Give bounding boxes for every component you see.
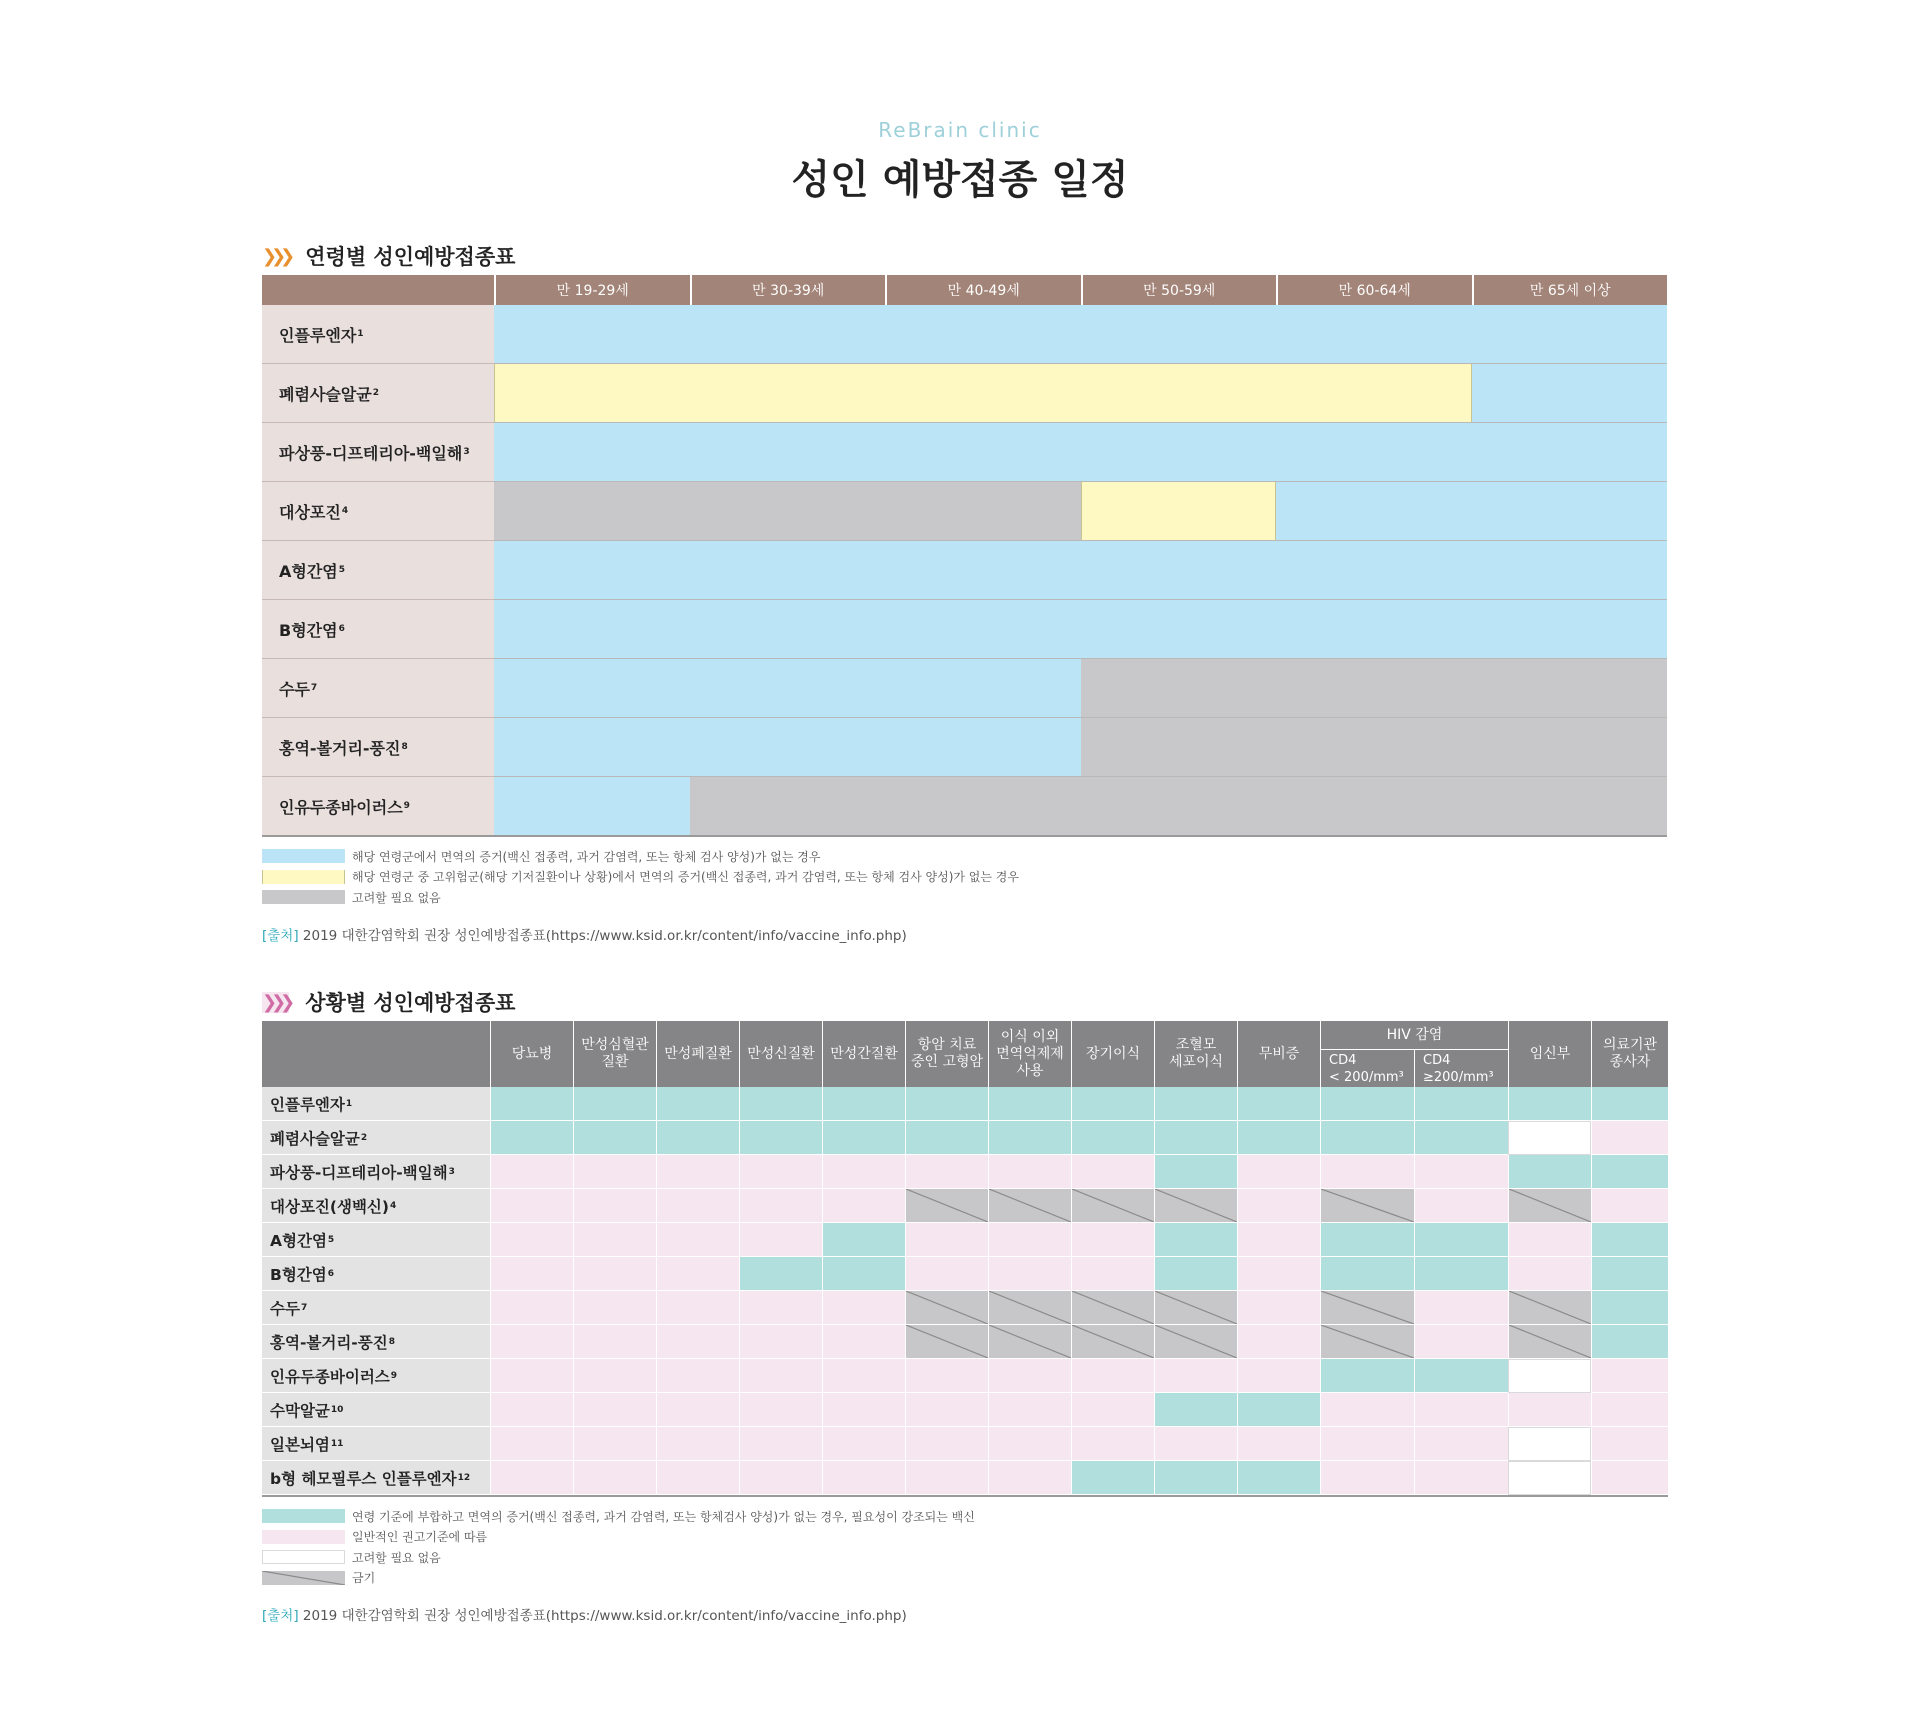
recommendation-cell-pink xyxy=(822,1325,905,1359)
recommendation-cell-pink xyxy=(656,1325,739,1359)
recommendation-cell-teal xyxy=(1154,1223,1237,1257)
legend-text: 해당 연령군 중 고위험군(해당 기저질환이나 상황)에서 면역의 증거(백신 접종력, 과거 감염력, 또는 항체 검사 양성)가 없는 경우 xyxy=(352,870,1019,884)
legend-item xyxy=(262,1547,975,1567)
recommendation-cell-pink xyxy=(1508,1257,1591,1291)
section2-title-text: 상황별 성인예방접종표 xyxy=(305,991,516,1015)
vaccine-row-label: 수두 7 xyxy=(262,1291,490,1325)
recommendation-cell-pink xyxy=(1414,1189,1508,1223)
vaccine-row-label: 폐렴사슬알균 2 xyxy=(262,1121,490,1155)
recommendation-cell-pink xyxy=(1154,1359,1237,1393)
recommendation-cell-pink xyxy=(739,1325,822,1359)
recommendation-cell-teal xyxy=(656,1121,739,1155)
recommendation-cell-pink xyxy=(1237,1427,1320,1461)
recommendation-cell-pink xyxy=(573,1155,656,1189)
recommendation-cell-pink xyxy=(656,1257,739,1291)
recommendation-cell-pink xyxy=(573,1461,656,1495)
recommendation-cell-teal xyxy=(988,1121,1071,1155)
diagonal-strike-icon xyxy=(1509,1325,1591,1358)
recommendation-cell-contra xyxy=(1508,1291,1591,1325)
condition-header: 임신부 xyxy=(1508,1021,1591,1087)
age-group-header: 만 30-39세 xyxy=(690,275,886,305)
legend-item xyxy=(262,1527,975,1547)
vaccine-row-label: 파상풍-디프테리아-백일해 3 xyxy=(262,423,494,482)
schedule-bar-blue xyxy=(494,423,1667,482)
schedule-bar-blue xyxy=(494,541,1667,600)
recommendation-cell-pink xyxy=(739,1291,822,1325)
age-group-header: 만 19-29세 xyxy=(494,275,690,305)
diagonal-strike-icon xyxy=(1321,1189,1414,1222)
recommendation-cell-pink xyxy=(1508,1223,1591,1257)
recommendation-cell-pink xyxy=(1237,1155,1320,1189)
recommendation-cell-teal xyxy=(1071,1121,1154,1155)
recommendation-cell-teal xyxy=(1071,1087,1154,1121)
recommendation-cell-pink xyxy=(1414,1325,1508,1359)
section1-title xyxy=(262,240,515,272)
recommendation-cell-pink xyxy=(490,1325,573,1359)
schedule-bar-yellow xyxy=(494,364,1472,423)
recommendation-cell-pink xyxy=(1414,1427,1508,1461)
recommendation-cell-contra xyxy=(905,1325,988,1359)
recommendation-cell-teal xyxy=(1320,1223,1414,1257)
recommendation-cell-teal xyxy=(490,1087,573,1121)
table-bottom-rule xyxy=(262,1495,1668,1497)
chevron-double-right-icon: ❯❯❯ xyxy=(262,991,290,1013)
recommendation-cell-pink xyxy=(988,1461,1071,1495)
recommendation-cell-pink xyxy=(1591,1189,1668,1223)
recommendation-cell-pink xyxy=(490,1189,573,1223)
vaccine-row-label: 대상포진(생백신) 4 xyxy=(262,1189,490,1223)
condition-header: 무비증 xyxy=(1237,1021,1320,1087)
schedule-bar-gray xyxy=(690,777,1668,836)
recommendation-cell-pink xyxy=(1591,1393,1668,1427)
hiv-subheader: CD4 ≥200/mm³ xyxy=(1414,1049,1508,1087)
recommendation-cell-pink xyxy=(988,1359,1071,1393)
source-note-2 xyxy=(262,1604,907,1624)
recommendation-cell-white xyxy=(1508,1121,1591,1155)
diagonal-strike-icon xyxy=(906,1291,988,1324)
recommendation-cell-pink xyxy=(988,1427,1071,1461)
recommendation-cell-pink xyxy=(1414,1291,1508,1325)
recommendation-cell-teal xyxy=(822,1087,905,1121)
recommendation-cell-pink xyxy=(1071,1257,1154,1291)
recommendation-cell-pink xyxy=(656,1189,739,1223)
recommendation-cell-teal xyxy=(490,1121,573,1155)
recommendation-cell-pink xyxy=(490,1257,573,1291)
recommendation-cell-pink xyxy=(490,1359,573,1393)
source-tag: [출처] xyxy=(262,1608,299,1624)
recommendation-cell-pink xyxy=(905,1155,988,1189)
schedule-bar-blue xyxy=(494,305,1667,364)
condition-header: 이식 이외 면역억제제 사용 xyxy=(988,1021,1071,1087)
recommendation-cell-pink xyxy=(1320,1155,1414,1189)
source-text: 2019 대한감염학회 권장 성인예방접종표(https://www.ksid.or.kr/content/info/vaccine_info.php) xyxy=(298,928,907,944)
recommendation-cell-pink xyxy=(656,1223,739,1257)
diagonal-strike-icon xyxy=(1155,1291,1237,1324)
recommendation-cell-pink xyxy=(1237,1359,1320,1393)
recommendation-cell-teal xyxy=(988,1087,1071,1121)
vaccine-row-label: 수막알균 10 xyxy=(262,1393,490,1427)
recommendation-cell-teal xyxy=(573,1087,656,1121)
recommendation-cell-pink xyxy=(1414,1393,1508,1427)
legend-swatch-pink xyxy=(262,1530,345,1544)
page-title: 성인 예방접종 일정 xyxy=(791,157,1129,203)
legend-swatch-gray xyxy=(262,890,345,904)
recommendation-cell-teal xyxy=(1591,1223,1668,1257)
recommendation-cell-pink xyxy=(656,1155,739,1189)
section2-title xyxy=(262,986,515,1018)
vaccine-row-label: 인플루엔자 1 xyxy=(262,305,494,364)
recommendation-cell-white xyxy=(1508,1359,1591,1393)
diagonal-strike-icon xyxy=(1072,1325,1154,1358)
recommendation-cell-pink xyxy=(1320,1393,1414,1427)
legend-swatch-teal xyxy=(262,1509,345,1523)
recommendation-cell-contra xyxy=(905,1291,988,1325)
recommendation-cell-pink xyxy=(490,1155,573,1189)
diagonal-strike-icon xyxy=(1155,1189,1237,1222)
recommendation-cell-contra xyxy=(1320,1189,1414,1223)
condition-header: 만성신질환 xyxy=(739,1021,822,1087)
recommendation-cell-pink xyxy=(1237,1223,1320,1257)
recommendation-cell-pink xyxy=(1320,1461,1414,1495)
legend-swatch-yellow xyxy=(262,870,345,884)
recommendation-cell-contra xyxy=(905,1189,988,1223)
recommendation-cell-pink xyxy=(988,1223,1071,1257)
recommendation-cell-pink xyxy=(573,1393,656,1427)
diagonal-strike-icon xyxy=(262,1571,345,1585)
recommendation-cell-contra xyxy=(1154,1189,1237,1223)
recommendation-cell-teal xyxy=(1591,1155,1668,1189)
schedule-bar-blue xyxy=(494,777,690,836)
legend-swatch-contra xyxy=(262,1571,345,1585)
recommendation-cell-teal xyxy=(1414,1359,1508,1393)
legend-text: 금기 xyxy=(352,1571,376,1585)
schedule-bar-blue xyxy=(494,718,1081,777)
recommendation-cell-teal xyxy=(1154,1121,1237,1155)
recommendation-cell-pink xyxy=(739,1461,822,1495)
recommendation-cell-pink xyxy=(739,1223,822,1257)
recommendation-cell-pink xyxy=(988,1155,1071,1189)
age-table-legend xyxy=(262,846,1019,908)
source-text: 2019 대한감염학회 권장 성인예방접종표(https://www.ksid.or.kr/content/info/vaccine_info.php) xyxy=(298,1608,907,1624)
recommendation-cell-contra xyxy=(1071,1189,1154,1223)
recommendation-cell-teal xyxy=(1237,1461,1320,1495)
diagonal-strike-icon xyxy=(906,1325,988,1358)
schedule-bar-blue xyxy=(494,659,1081,718)
recommendation-cell-teal xyxy=(1237,1087,1320,1121)
recommendation-cell-contra xyxy=(1320,1291,1414,1325)
recommendation-cell-teal xyxy=(905,1087,988,1121)
legend-swatch-blue xyxy=(262,849,345,863)
schedule-bar-blue xyxy=(1276,482,1667,541)
recommendation-cell-pink xyxy=(905,1393,988,1427)
recommendation-cell-teal xyxy=(656,1087,739,1121)
recommendation-cell-teal xyxy=(1414,1223,1508,1257)
recommendation-cell-pink xyxy=(573,1291,656,1325)
recommendation-cell-pink xyxy=(822,1359,905,1393)
vaccine-row-label: 수두 7 xyxy=(262,659,494,718)
recommendation-cell-teal xyxy=(1591,1257,1668,1291)
hiv-group-header: HIV 감염 xyxy=(1320,1021,1508,1049)
age-group-header: 만 40-49세 xyxy=(885,275,1081,305)
legend-text: 해당 연령군에서 면역의 증거(백신 접종력, 과거 감염력, 또는 항체 검사 양성)가 없는 경우 xyxy=(352,849,821,864)
recommendation-cell-pink xyxy=(822,1427,905,1461)
recommendation-cell-contra xyxy=(1508,1189,1591,1223)
condition-header: 조혈모 세포이식 xyxy=(1154,1021,1237,1087)
recommendation-cell-pink xyxy=(1320,1427,1414,1461)
recommendation-cell-teal xyxy=(1154,1393,1237,1427)
recommendation-cell-pink xyxy=(1591,1461,1668,1495)
recommendation-cell-white xyxy=(1508,1461,1591,1495)
recommendation-cell-pink xyxy=(822,1393,905,1427)
recommendation-cell-teal xyxy=(905,1121,988,1155)
recommendation-cell-teal xyxy=(822,1257,905,1291)
schedule-bar-blue xyxy=(494,600,1667,659)
recommendation-cell-pink xyxy=(1237,1257,1320,1291)
recommendation-cell-pink xyxy=(905,1359,988,1393)
recommendation-cell-pink xyxy=(739,1189,822,1223)
recommendation-cell-pink xyxy=(1237,1291,1320,1325)
recommendation-cell-contra xyxy=(1071,1325,1154,1359)
recommendation-cell-teal xyxy=(1591,1087,1668,1121)
recommendation-cell-teal xyxy=(1591,1291,1668,1325)
recommendation-cell-pink xyxy=(573,1359,656,1393)
diagonal-strike-icon xyxy=(1321,1291,1414,1324)
schedule-bar-gray xyxy=(1081,659,1668,718)
recommendation-cell-contra xyxy=(1154,1325,1237,1359)
recommendation-cell-white xyxy=(1508,1427,1591,1461)
recommendation-cell-pink xyxy=(656,1427,739,1461)
vaccine-row-label: 홍역-볼거리-풍진 8 xyxy=(262,718,494,777)
recommendation-cell-teal xyxy=(1237,1393,1320,1427)
recommendation-cell-teal xyxy=(1508,1087,1591,1121)
recommendation-cell-pink xyxy=(905,1461,988,1495)
recommendation-cell-teal xyxy=(1508,1155,1591,1189)
recommendation-cell-teal xyxy=(1320,1257,1414,1291)
age-group-header: 만 65세 이상 xyxy=(1472,275,1668,305)
condition-header: 만성간질환 xyxy=(822,1021,905,1087)
vaccine-row-label: 인플루엔자 1 xyxy=(262,1087,490,1121)
vaccine-row-label: B형간염 6 xyxy=(262,600,494,659)
recommendation-cell-pink xyxy=(1237,1325,1320,1359)
legend-item xyxy=(262,867,1019,887)
legend-item xyxy=(262,846,1019,866)
schedule-bar-gray xyxy=(1081,718,1668,777)
recommendation-cell-pink xyxy=(1071,1223,1154,1257)
legend-swatch-white xyxy=(262,1550,345,1564)
vaccine-row-label: 대상포진 4 xyxy=(262,482,494,541)
recommendation-cell-pink xyxy=(1237,1189,1320,1223)
condition-header: 의료기관 종사자 xyxy=(1591,1021,1668,1087)
hiv-subheader: CD4 < 200/mm³ xyxy=(1320,1049,1414,1087)
condition-header: 만성폐질환 xyxy=(656,1021,739,1087)
recommendation-cell-pink xyxy=(573,1325,656,1359)
legend-item xyxy=(262,1506,975,1526)
recommendation-cell-pink xyxy=(1508,1393,1591,1427)
recommendation-cell-contra xyxy=(1508,1325,1591,1359)
recommendation-cell-contra xyxy=(988,1325,1071,1359)
age-group-header: 만 60-64세 xyxy=(1276,275,1472,305)
vaccine-row-label: 폐렴사슬알균 2 xyxy=(262,364,494,423)
recommendation-cell-pink xyxy=(822,1291,905,1325)
recommendation-cell-pink xyxy=(822,1189,905,1223)
diagonal-strike-icon xyxy=(1509,1189,1591,1222)
vaccine-row-label: B형간염 6 xyxy=(262,1257,490,1291)
schedule-bar-blue xyxy=(1472,364,1668,423)
recommendation-cell-pink xyxy=(988,1393,1071,1427)
recommendation-cell-pink xyxy=(1591,1121,1668,1155)
brand-name: ReBrain clinic xyxy=(878,118,1042,142)
recommendation-cell-pink xyxy=(573,1427,656,1461)
recommendation-cell-pink xyxy=(1071,1393,1154,1427)
diagonal-strike-icon xyxy=(1155,1325,1237,1358)
recommendation-cell-pink xyxy=(490,1427,573,1461)
recommendation-cell-teal xyxy=(1320,1087,1414,1121)
vaccine-row-label: A형간염 5 xyxy=(262,1223,490,1257)
condition-header: 항암 치료 중인 고형암 xyxy=(905,1021,988,1087)
recommendation-cell-teal xyxy=(739,1257,822,1291)
diagonal-strike-icon xyxy=(1072,1189,1154,1222)
section1-title-text: 연령별 성인예방접종표 xyxy=(305,245,516,269)
recommendation-cell-teal xyxy=(739,1087,822,1121)
recommendation-cell-teal xyxy=(1154,1257,1237,1291)
recommendation-cell-pink xyxy=(656,1393,739,1427)
legend-text: 일반적인 권고기준에 따름 xyxy=(352,1530,488,1544)
age-vaccine-table xyxy=(262,275,1667,837)
recommendation-cell-pink xyxy=(573,1257,656,1291)
recommendation-cell-pink xyxy=(656,1359,739,1393)
schedule-bar-gray xyxy=(494,482,1081,541)
age-table-header xyxy=(262,275,1667,305)
legend-text: 고려할 필요 없음 xyxy=(352,1550,441,1565)
recommendation-cell-pink xyxy=(1071,1359,1154,1393)
recommendation-cell-pink xyxy=(1071,1155,1154,1189)
vaccine-row-label: 인유두종바이러스 9 xyxy=(262,777,494,836)
recommendation-cell-pink xyxy=(739,1359,822,1393)
recommendation-cell-teal xyxy=(1320,1359,1414,1393)
age-group-header: 만 50-59세 xyxy=(1081,275,1277,305)
legend-item xyxy=(262,887,1019,907)
recommendation-cell-pink xyxy=(490,1461,573,1495)
condition-header: 당뇨병 xyxy=(490,1021,573,1087)
diagonal-strike-icon xyxy=(989,1325,1071,1358)
recommendation-cell-pink xyxy=(490,1291,573,1325)
recommendation-cell-pink xyxy=(573,1223,656,1257)
condition-table-legend xyxy=(262,1506,975,1588)
source-tag: [출처] xyxy=(262,928,299,944)
diagonal-strike-icon xyxy=(1509,1291,1591,1324)
recommendation-cell-teal xyxy=(1237,1121,1320,1155)
recommendation-cell-teal xyxy=(822,1121,905,1155)
legend-item xyxy=(262,1568,975,1588)
schedule-bar-yellow xyxy=(1081,482,1277,541)
diagonal-strike-icon xyxy=(1321,1325,1414,1358)
vaccine-row-label: A형간염 5 xyxy=(262,541,494,600)
recommendation-cell-pink xyxy=(739,1155,822,1189)
vaccine-row-label: b형 헤모필루스 인플루엔자 12 xyxy=(262,1461,490,1495)
diagonal-strike-icon xyxy=(906,1189,988,1222)
recommendation-cell-contra xyxy=(1154,1291,1237,1325)
recommendation-cell-pink xyxy=(1154,1427,1237,1461)
diagonal-strike-icon xyxy=(989,1291,1071,1324)
table-bottom-rule xyxy=(262,835,1667,837)
diagonal-strike-icon xyxy=(989,1189,1071,1222)
recommendation-cell-teal xyxy=(822,1223,905,1257)
vaccine-row-label: 파상풍-디프테리아-백일해 3 xyxy=(262,1155,490,1189)
recommendation-cell-pink xyxy=(573,1189,656,1223)
recommendation-cell-teal xyxy=(1071,1461,1154,1495)
recommendation-cell-pink xyxy=(1071,1427,1154,1461)
recommendation-cell-pink xyxy=(1414,1461,1508,1495)
recommendation-cell-teal xyxy=(1414,1087,1508,1121)
recommendation-cell-pink xyxy=(822,1155,905,1189)
chevron-double-right-icon: ❯❯❯ xyxy=(262,245,290,267)
legend-text: 고려할 필요 없음 xyxy=(352,890,441,905)
recommendation-cell-pink xyxy=(656,1461,739,1495)
recommendation-cell-teal xyxy=(1154,1155,1237,1189)
recommendation-cell-teal xyxy=(1414,1121,1508,1155)
recommendation-cell-pink xyxy=(739,1427,822,1461)
vaccine-row-label: 홍역-볼거리-풍진 8 xyxy=(262,1325,490,1359)
recommendation-cell-teal xyxy=(1320,1121,1414,1155)
recommendation-cell-pink xyxy=(905,1427,988,1461)
source-note-1 xyxy=(262,924,907,944)
condition-header: 장기이식 xyxy=(1071,1021,1154,1087)
recommendation-cell-pink xyxy=(905,1257,988,1291)
recommendation-cell-pink xyxy=(656,1291,739,1325)
legend-text: 연령 기준에 부합하고 면역의 증거(백신 접종력, 과거 감염력, 또는 항체검사 양성)가 없는 경우, 필요성이 강조되는 백신 xyxy=(352,1509,975,1524)
recommendation-cell-teal xyxy=(573,1121,656,1155)
recommendation-cell-pink xyxy=(822,1461,905,1495)
recommendation-cell-teal xyxy=(1414,1257,1508,1291)
recommendation-cell-teal xyxy=(1154,1087,1237,1121)
recommendation-cell-pink xyxy=(490,1223,573,1257)
recommendation-cell-pink xyxy=(988,1257,1071,1291)
recommendation-cell-pink xyxy=(739,1393,822,1427)
recommendation-cell-pink xyxy=(1591,1427,1668,1461)
recommendation-cell-teal xyxy=(739,1121,822,1155)
vaccine-row-label: 인유두종바이러스 9 xyxy=(262,1359,490,1393)
header-corner xyxy=(262,1021,490,1087)
recommendation-cell-teal xyxy=(1154,1461,1237,1495)
vaccine-row-label: 일본뇌염 11 xyxy=(262,1427,490,1461)
diagonal-strike-icon xyxy=(1072,1291,1154,1324)
recommendation-cell-contra xyxy=(1071,1291,1154,1325)
recommendation-cell-teal xyxy=(1591,1325,1668,1359)
recommendation-cell-contra xyxy=(988,1189,1071,1223)
recommendation-cell-contra xyxy=(988,1291,1071,1325)
condition-header: 만성심혈관 질환 xyxy=(573,1021,656,1087)
recommendation-cell-pink xyxy=(905,1223,988,1257)
recommendation-cell-pink xyxy=(1414,1155,1508,1189)
recommendation-cell-pink xyxy=(490,1393,573,1427)
recommendation-cell-pink xyxy=(1591,1359,1668,1393)
recommendation-cell-contra xyxy=(1320,1325,1414,1359)
